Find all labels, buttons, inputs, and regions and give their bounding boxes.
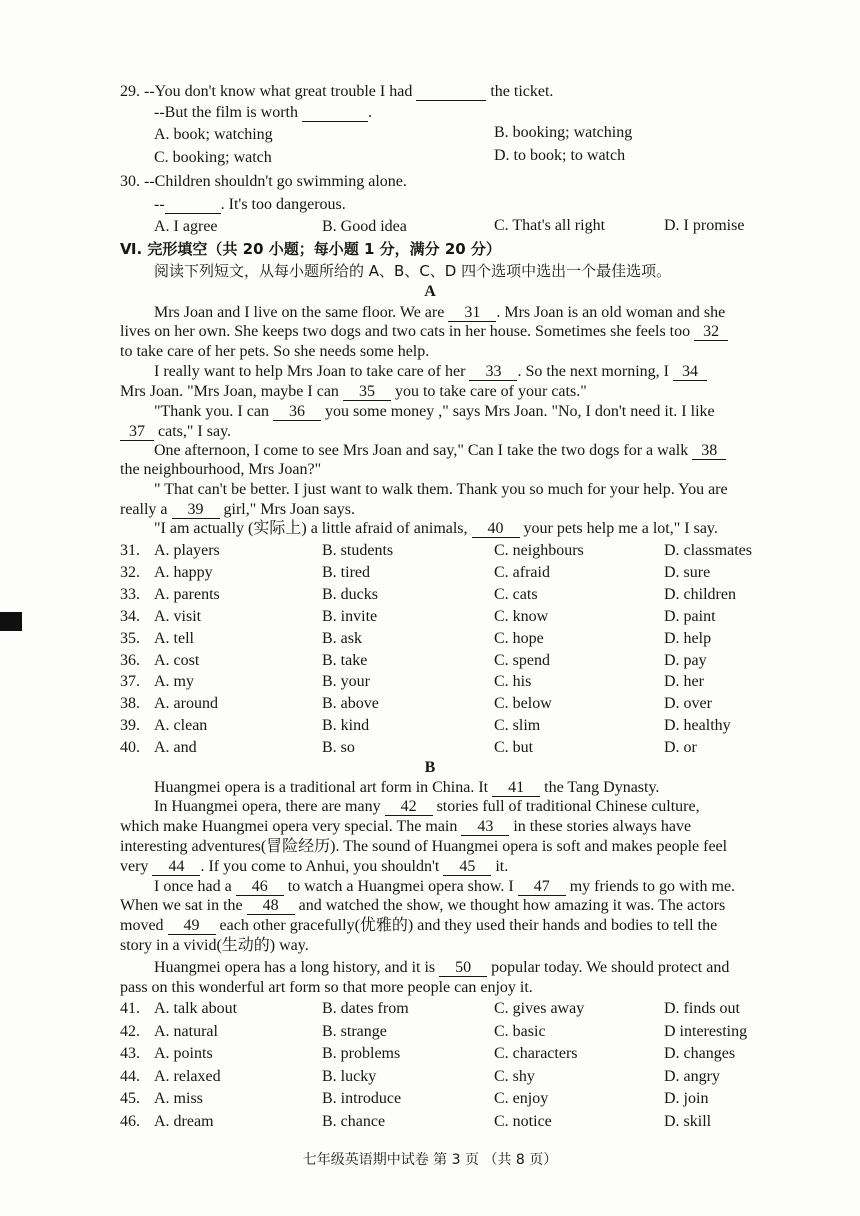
question-number: 34. [120,607,140,625]
question-number: 46. [120,1112,140,1130]
option-a: A. points [154,1045,213,1062]
option-b: B. strange [322,1022,387,1040]
option-d: D. angry [664,1067,720,1085]
option-b: B. chance [322,1112,386,1130]
option-b: B. invite [322,607,378,625]
blank-37: 37 [120,423,154,441]
passage-text: I once had a [154,878,232,895]
option-d: D. her [664,673,704,691]
passage-text: I really want to help Mrs Joan to take care of her [154,363,466,380]
passage-text: moved [120,917,164,934]
passage-b-label: B [424,759,436,776]
passage-text: and watched the show, we thought how amazing it was. The actors [298,897,726,914]
passage-text: cats," I say. [158,423,232,440]
blank-42: 42 [385,798,433,816]
passage-text: the Tang Dynasty. [544,779,660,796]
question-29-stem-2 [154,103,372,123]
option-b: B. students [322,542,394,559]
option-c: C. know [494,607,549,625]
passage-text: each other gracefully(优雅的) and they used their hands and bodies to tell the [219,917,718,934]
scan-mark [0,612,22,631]
option-b: B. above [322,695,379,713]
section-instruction: 阅读下列短文，从每小题所给的 A、B、C、D 四个选项中选出一个最佳选项。 [154,262,672,280]
passage-a-label: A [424,283,436,300]
option-d: D. to book; to watch [494,147,626,164]
question-number: 44. [120,1067,140,1085]
option-a: A. my [154,673,194,691]
blank-31: 31 [448,304,496,322]
question-number: 41. [120,1000,140,1017]
passage-a-line [120,422,231,442]
section-heading: Ⅵ. 完形填空（共 20 小题；每小题 1 分，满分 20 分） [120,240,501,258]
option-c: C. slim [494,717,541,735]
question-30-stem [120,172,407,192]
option-a: A. I agree [154,218,218,235]
option-b: B. Good idea [322,218,407,235]
option-d: D. I promise [664,217,745,234]
question-number: 31. [120,542,140,559]
blank-40: 40 [472,520,520,538]
question-text: . [367,104,372,121]
option-a: A. talk about [154,1000,238,1017]
blank-38: 38 [692,442,726,460]
passage-b-line: pass on this wonderful art form so that more people can enjoy it. [120,979,533,996]
blank-39: 39 [172,501,220,519]
passage-text: stories full of traditional Chinese culture, [436,798,700,815]
passage-b-line [154,877,735,897]
option-a: A. clean [154,717,208,735]
option-c: C. spend [494,651,550,669]
passage-b-line [120,817,691,837]
passage-a-line [154,441,726,461]
option-d: D. children [664,585,736,603]
question-text: --Children shouldn't go swimming alone. [144,173,407,190]
option-a: A. players [154,542,220,559]
blank-49: 49 [168,917,216,935]
option-d: D. pay [664,651,707,669]
option-b: B. problems [322,1045,401,1062]
option-d: D interesting [664,1022,748,1040]
option-b: B. ask [322,629,362,647]
option-b: B. your [322,673,370,691]
blank-47: 47 [518,878,566,896]
question-number: 37. [120,673,140,691]
option-c: C. enjoy [494,1090,549,1107]
question-number: 40. [120,739,140,757]
passage-text: you some money ," says Mrs Joan. "No, I don't need it. I like [324,403,715,420]
blank-32: 32 [694,323,728,341]
passage-b-line [154,958,729,978]
passage-text: Mrs Joan. "Mrs Joan, maybe I can [120,383,339,400]
question-number: 42. [120,1022,140,1040]
passage-text: girl," Mrs Joan says. [223,501,355,518]
option-b: B. ducks [322,585,378,603]
option-c: C. afraid [494,563,550,581]
option-c: C. gives away [494,1000,585,1017]
option-c: C. neighbours [494,542,584,559]
blank-41: 41 [492,779,540,797]
passage-a-line [120,500,355,520]
answer-blank [416,83,486,101]
question-30-stem-2 [154,195,346,215]
passage-text: In Huangmei opera, there are many [154,798,381,815]
passage-b-line [120,896,725,916]
question-text: the ticket. [490,83,554,100]
option-c: C. basic [494,1022,546,1040]
passage-a-line: the neighbourhood, Mrs Joan?" [120,461,322,478]
question-number: 33. [120,585,140,603]
passage-a-line [120,322,728,342]
passage-b-line: story in a vivid(生动的) way. [120,937,309,954]
blank-44: 44 [152,858,200,876]
option-a: A. and [154,739,197,757]
question-number: 29. [120,83,140,100]
passage-text: it. [495,858,509,875]
question-number: 38. [120,695,140,713]
passage-text: . If you come to Anhui, you shouldn't [200,858,440,875]
option-c: C. hope [494,629,544,647]
option-d: D. classmates [664,542,752,559]
option-b: B. lucky [322,1067,377,1085]
option-a: A. relaxed [154,1067,221,1085]
option-b: B. dates from [322,1000,409,1017]
passage-text: "I am actually (实际上) a little afraid of animals, [154,520,468,537]
passage-a-line [154,402,715,422]
passage-b-line [154,797,700,817]
question-number: 36. [120,651,140,669]
passage-text: . So the next morning, I [517,363,669,380]
passage-b-line [154,778,659,798]
passage-a-line [154,519,718,539]
question-number: 32. [120,563,140,581]
option-b: B. take [322,651,368,669]
passage-text: in these stories always have [513,818,692,835]
option-a: A. tell [154,629,194,647]
option-b: B. introduce [322,1090,402,1107]
question-number: 30. [120,173,140,190]
question-29-stem [120,82,553,102]
passage-text: very [120,858,149,875]
passage-text: my friends to go with me. [569,878,736,895]
option-a: A. around [154,695,218,713]
answer-blank [165,196,221,214]
option-a: A. natural [154,1022,218,1040]
option-d: D. healthy [664,717,731,735]
question-number: 35. [120,629,140,647]
passage-text: "Thank you. I can [154,403,269,420]
passage-text: Huangmei opera is a traditional art form in China. It [154,779,489,796]
question-text: . It's too dangerous. [220,196,346,213]
option-c: C. booking; watch [154,149,272,166]
passage-a-line [154,362,707,382]
passage-text: lives on her own. She keeps two dogs and two cats in her house. Sometimes she feels too [120,323,691,340]
option-d: D. changes [664,1045,736,1062]
passage-a-line: to take care of her pets. So she needs some help. [120,343,430,360]
option-c: C. his [494,673,532,691]
blank-33: 33 [469,363,517,381]
option-d: D. over [664,695,712,713]
question-text: --But the film is worth [154,104,298,121]
option-b: B. booking; watching [494,124,633,141]
option-c: C. That's all right [494,217,606,234]
passage-text: One afternoon, I come to see Mrs Joan and say," Can I take the two dogs for a walk [154,442,689,459]
passage-text: popular today. We should protect and [491,959,730,976]
passage-a-line: " That can't be better. I just want to walk them. Thank you so much for your help. You are [154,481,728,498]
passage-text: your pets help me a lot," I say. [523,520,718,537]
option-c: C. cats [494,585,538,603]
question-number: 45. [120,1090,140,1107]
option-d: D. help [664,629,712,647]
option-d: D. paint [664,607,716,625]
passage-text: When we sat in the [120,897,243,914]
option-a: A. visit [154,607,202,625]
passage-text: which make Huangmei opera very special. The main [120,818,458,835]
passage-text: Mrs Joan and I live on the same floor. We are [154,304,445,321]
passage-b-line: interesting adventures(冒险经历). The sound of Huangmei opera is soft and makes people feel [120,838,728,855]
blank-35: 35 [343,383,391,401]
option-c: C. but [494,739,534,757]
passage-b-line [120,916,717,936]
passage-text: . Mrs Joan is an old woman and she [496,304,726,321]
question-text: -- [154,196,165,213]
option-d: D. or [664,739,697,757]
passage-a-line [154,303,725,323]
option-c: C. shy [494,1067,535,1085]
option-b: B. so [322,739,355,757]
option-a: A. parents [154,585,220,603]
question-number: 43. [120,1045,140,1062]
passage-text: really a [120,501,168,518]
blank-43: 43 [461,818,509,836]
option-c: C. below [494,695,552,713]
option-c: C. characters [494,1045,578,1062]
question-text: --You don't know what great trouble I had [144,83,413,100]
passage-a-line [120,382,587,402]
blank-48: 48 [247,897,295,915]
blank-46: 46 [236,878,284,896]
blank-45: 45 [443,858,491,876]
option-d: D. finds out [664,1000,740,1017]
option-a: A. miss [154,1090,203,1107]
option-a: A. happy [154,563,213,581]
passage-b-line [120,857,508,877]
question-number: 39. [120,717,140,735]
option-d: D. join [664,1090,709,1107]
passage-text: you to take care of your cats." [394,383,587,400]
option-a: A. dream [154,1112,214,1130]
option-d: D. skill [664,1112,712,1130]
page-footer: 七年级英语期中试卷 第 3 页 （共 8 页） [302,1152,558,1168]
option-a: A. book; watching [154,126,273,143]
blank-36: 36 [273,403,321,421]
passage-text: to watch a Huangmei opera show. I [287,878,514,895]
option-c: C. notice [494,1112,552,1130]
option-d: D. sure [664,563,711,581]
option-b: B. kind [322,717,370,735]
blank-34: 34 [673,363,707,381]
option-b: B. tired [322,563,370,581]
blank-50: 50 [439,959,487,977]
answer-blank [302,104,368,122]
option-a: A. cost [154,651,200,669]
passage-text: Huangmei opera has a long history, and it is [154,959,436,976]
